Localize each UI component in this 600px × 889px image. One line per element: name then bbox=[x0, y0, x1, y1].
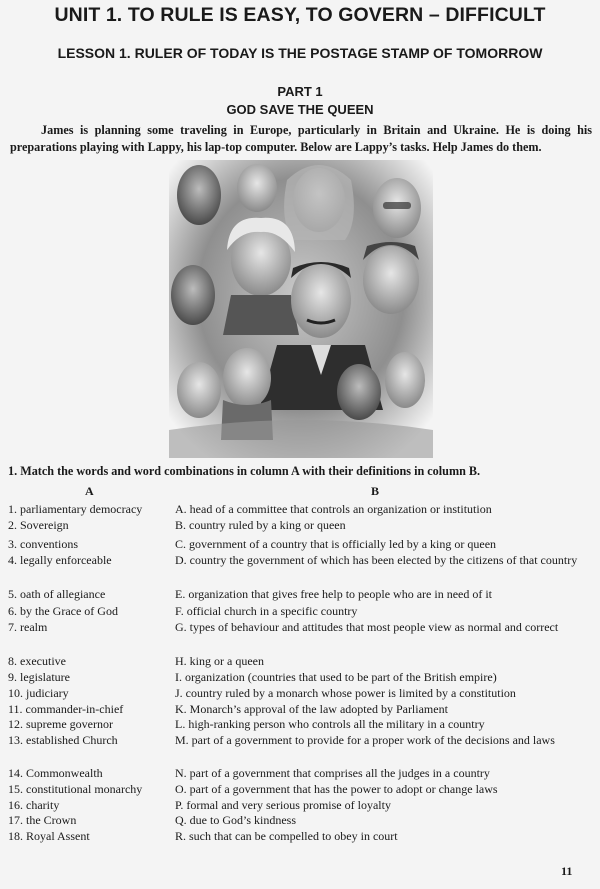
portrait-face bbox=[291, 262, 351, 338]
column-a-item: 13. established Church bbox=[8, 733, 118, 747]
exercise-heading: 1. Match the words and word combinations in column A with their definitions in column B. bbox=[8, 464, 481, 478]
column-b-item: N. part of a government that comprises all the judges in a country bbox=[175, 766, 490, 780]
column-b-item: J. country ruled by a monarch whose power is limited by a constitution bbox=[175, 686, 516, 700]
column-b-item: O. part of a government that has the power to adopt or change laws bbox=[175, 782, 498, 796]
rulers-portrait-collage bbox=[169, 160, 433, 458]
column-a-item: 7. realm bbox=[8, 620, 48, 634]
portrait-face bbox=[363, 246, 419, 314]
column-a-item: 12. supreme governor bbox=[8, 717, 113, 731]
column-b-item: B. country ruled by a king or queen bbox=[175, 518, 346, 532]
column-b-item: P. formal and very serious promise of loyalty bbox=[175, 798, 391, 812]
column-a-item: 10. judiciary bbox=[8, 686, 69, 700]
column-b-item: L. high-ranking person who controls all the military in a country bbox=[175, 717, 485, 731]
column-b-item: R. such that can be compelled to obey in court bbox=[175, 829, 398, 843]
column-b-item: E. organization that gives free help to people who are in need of it bbox=[175, 587, 493, 601]
column-a-item: 16. charity bbox=[8, 798, 60, 812]
column-a-item: 3. conventions bbox=[8, 537, 78, 551]
column-a-header: A bbox=[85, 484, 94, 498]
column-b-item: K. Monarch’s approval of the law adopted by Parliament bbox=[175, 702, 448, 716]
portrait-face bbox=[385, 352, 425, 408]
portrait-face bbox=[177, 165, 221, 225]
column-a-item: 4. legally enforceable bbox=[8, 553, 112, 567]
column-b-header: B bbox=[371, 484, 380, 498]
portrait-face bbox=[177, 362, 221, 418]
column-a-item: 2. Sovereign bbox=[8, 518, 69, 532]
column-a-item: 8. executive bbox=[8, 654, 66, 668]
portrait-face bbox=[237, 164, 277, 212]
column-b-item: G. types of behaviour and attitudes that most people view as normal and correct bbox=[175, 620, 559, 634]
column-a-item: 6. by the Grace of God bbox=[8, 604, 118, 618]
column-a-item: 17. the Crown bbox=[8, 813, 77, 827]
column-a-item: 5. oath of allegiance bbox=[8, 587, 106, 601]
column-a-item: 15. constitutional monarchy bbox=[8, 782, 143, 796]
column-a-item: 18. Royal Assent bbox=[8, 829, 90, 843]
portrait-face bbox=[171, 265, 215, 325]
column-a-item: 11. commander-in-chief bbox=[8, 702, 124, 716]
column-b-item: I. organization (countries that used to be part of the British empire) bbox=[175, 670, 497, 684]
page-number: 11 bbox=[561, 864, 573, 878]
column-b-item: M. part of a government to provide for a proper work of the decisions and laws bbox=[175, 733, 555, 747]
column-b-item: H. king or a queen bbox=[175, 654, 264, 668]
column-a-item: 1. parliamentary democracy bbox=[8, 502, 143, 516]
column-b-item: A. head of a committee that controls an organization or institution bbox=[175, 502, 492, 516]
unit-title: UNIT 1. TO RULE IS EASY, TO GOVERN – DIFFICULT bbox=[54, 4, 546, 26]
column-b-item: D. country the government of which has been elected by the citizens of that country bbox=[175, 553, 578, 567]
column-b-item: F. official church in a specific country bbox=[175, 604, 358, 618]
part-title: GOD SAVE THE QUEEN bbox=[226, 102, 374, 117]
column-b-item: Q. due to God’s kindness bbox=[175, 813, 296, 827]
column-a-item: 14. Commonwealth bbox=[8, 766, 103, 780]
part-label: PART 1 bbox=[277, 84, 323, 99]
intro-paragraph: James is planning some traveling in Europe, particularly in Britain and Ukraine. He is doing his preparations playing with Lappy, his lap-top computer. Below are Lappy’s tasks. Help James do them. bbox=[10, 123, 592, 154]
column-b-item: C. government of a country that is officially led by a king or queen bbox=[175, 537, 497, 551]
column-a-item: 9. legislature bbox=[8, 670, 70, 684]
portrait-face bbox=[223, 348, 271, 408]
portrait-face bbox=[337, 364, 381, 420]
lesson-title: LESSON 1. RULER OF TODAY IS THE POSTAGE STAMP OF TOMORROW bbox=[57, 45, 543, 61]
